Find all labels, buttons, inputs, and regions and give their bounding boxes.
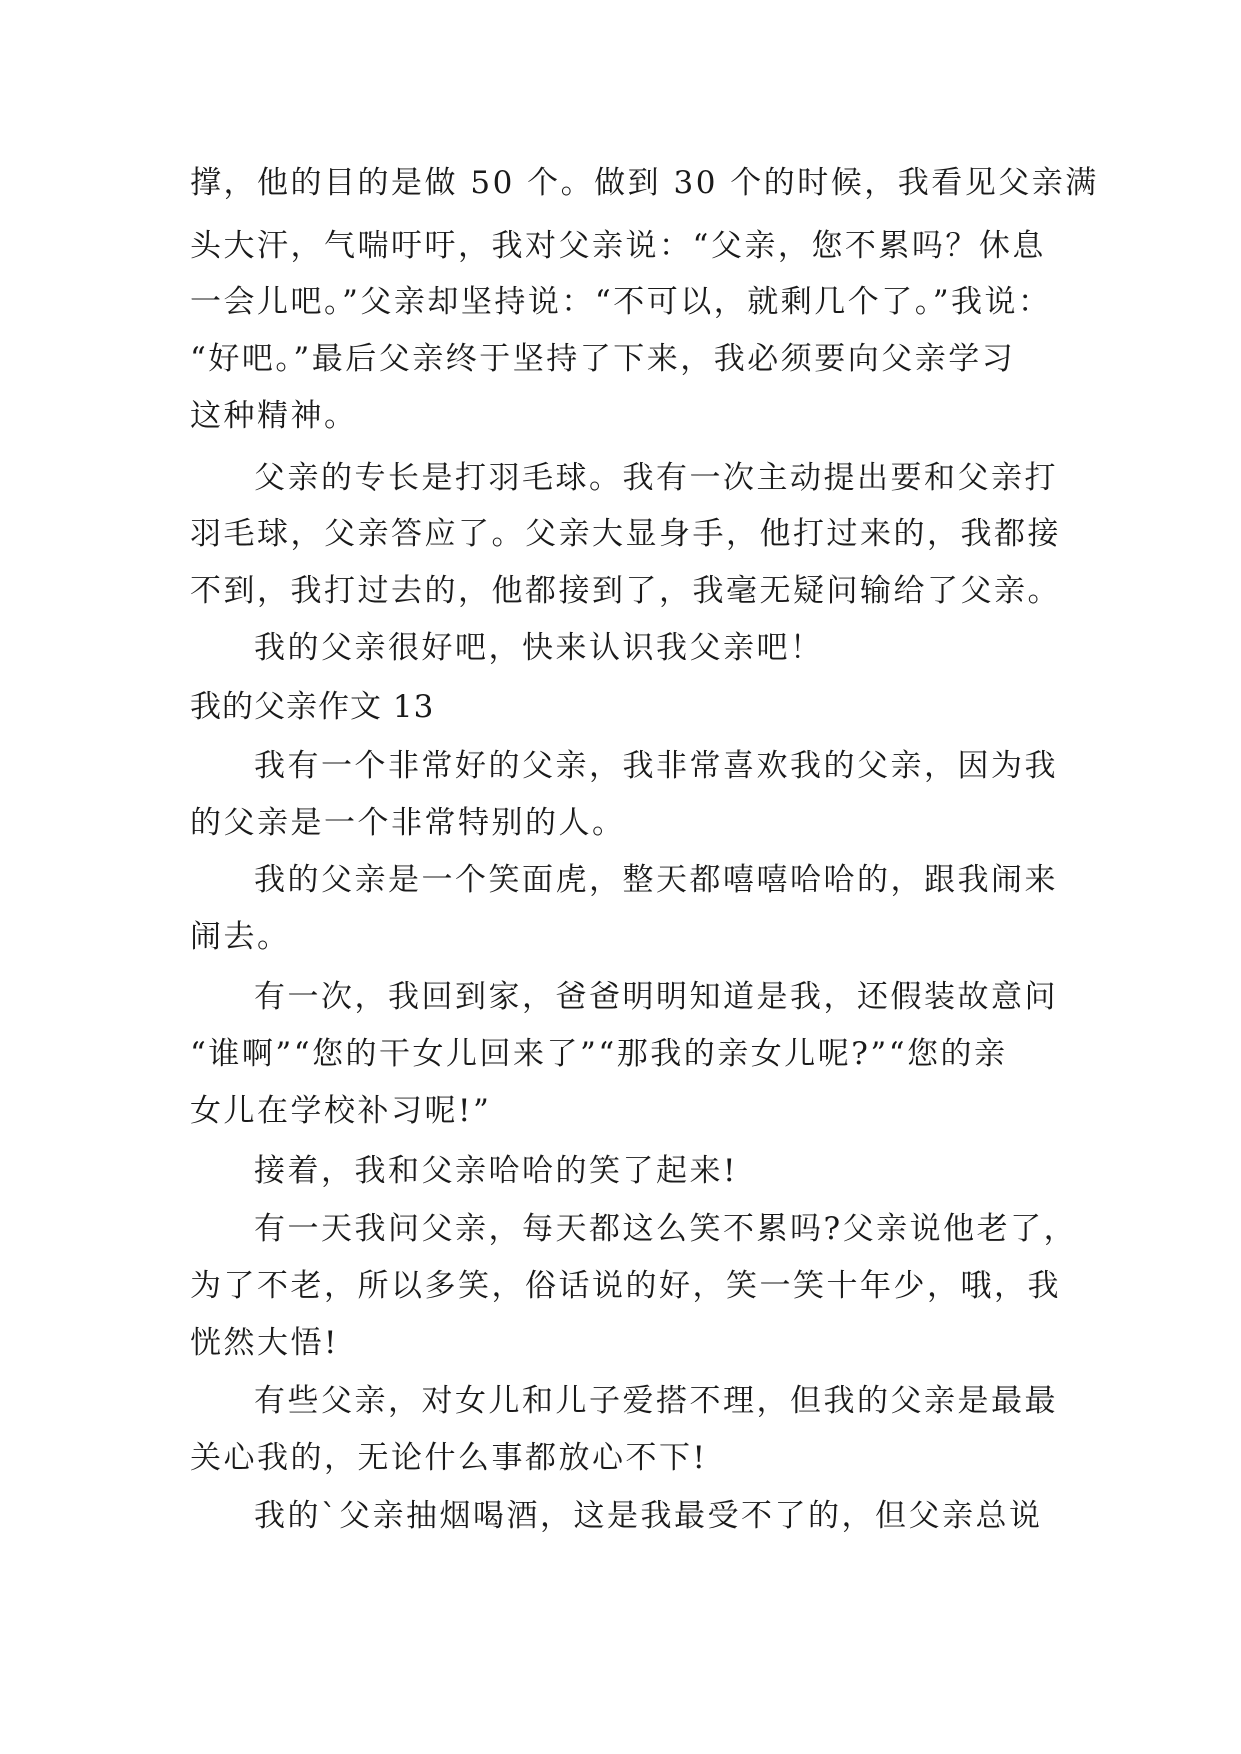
paragraph-start: 我的父亲是一个笑面虎，整天都嘻嘻哈哈的，跟我闹来 — [254, 862, 1058, 898]
paragraph-start: 有些父亲，对女儿和儿子爱搭不理，但我的父亲是最最 — [254, 1383, 1058, 1419]
text-line: 关心我的，无论什么事都放心不下! — [190, 1440, 708, 1476]
text-line: 一会儿吧。”父亲却坚持说：“不可以，就剩几个了。”我说： — [190, 284, 1052, 320]
text-line: 这种精神。 — [190, 398, 358, 434]
section-heading: 我的父亲作文 13 — [190, 689, 435, 725]
text-line: “谁啊”“您的干女儿回来了”“那我的亲女儿呢?”“您的亲 — [190, 1036, 1008, 1072]
paragraph-start: 我的父亲很好吧，快来认识我父亲吧！ — [254, 630, 824, 666]
paragraph-start: 有一次，我回到家，爸爸明明知道是我，还假装故意问 — [254, 979, 1058, 1015]
text-line: 羽毛球，父亲答应了。父亲大显身手，他打过来的，我都接 — [190, 516, 1061, 552]
paragraph-start: 父亲的专长是打羽毛球。我有一次主动提出要和父亲打 — [254, 460, 1058, 496]
text-line: 为了不老，所以多笑，俗话说的好，笑一笑十年少，哦，我 — [190, 1268, 1061, 1304]
paragraph-start: 有一天我问父亲，每天都这么笑不累吗?父亲说他老了， — [254, 1211, 1078, 1247]
text-line: 的父亲是一个非常特别的人。 — [190, 805, 626, 841]
text-line: 不到，我打过去的，他都接到了，我毫无疑问输给了父亲。 — [190, 573, 1061, 609]
paragraph-start: 接着，我和父亲哈哈的笑了起来! — [254, 1153, 738, 1189]
text-line: 撑，他的目的是做 50 个。做到 30 个的时候，我看见父亲满 — [190, 165, 1099, 201]
text-line: 闹去。 — [190, 919, 291, 955]
paragraph-start: 我有一个非常好的父亲，我非常喜欢我的父亲，因为我 — [254, 748, 1058, 784]
text-line: “好吧。”最后父亲终于坚持了下来，我必须要向父亲学习 — [190, 341, 1016, 377]
text-line: 女儿在学校补习呢!” — [190, 1093, 492, 1129]
text-line: 恍然大悟! — [190, 1325, 339, 1361]
text-line: 头大汗，气喘吁吁，我对父亲说：“父亲，您不累吗？休息 — [190, 228, 1046, 264]
paragraph-start: 我的`父亲抽烟喝酒，这是我最受不了的，但父亲总说 — [254, 1498, 1043, 1534]
